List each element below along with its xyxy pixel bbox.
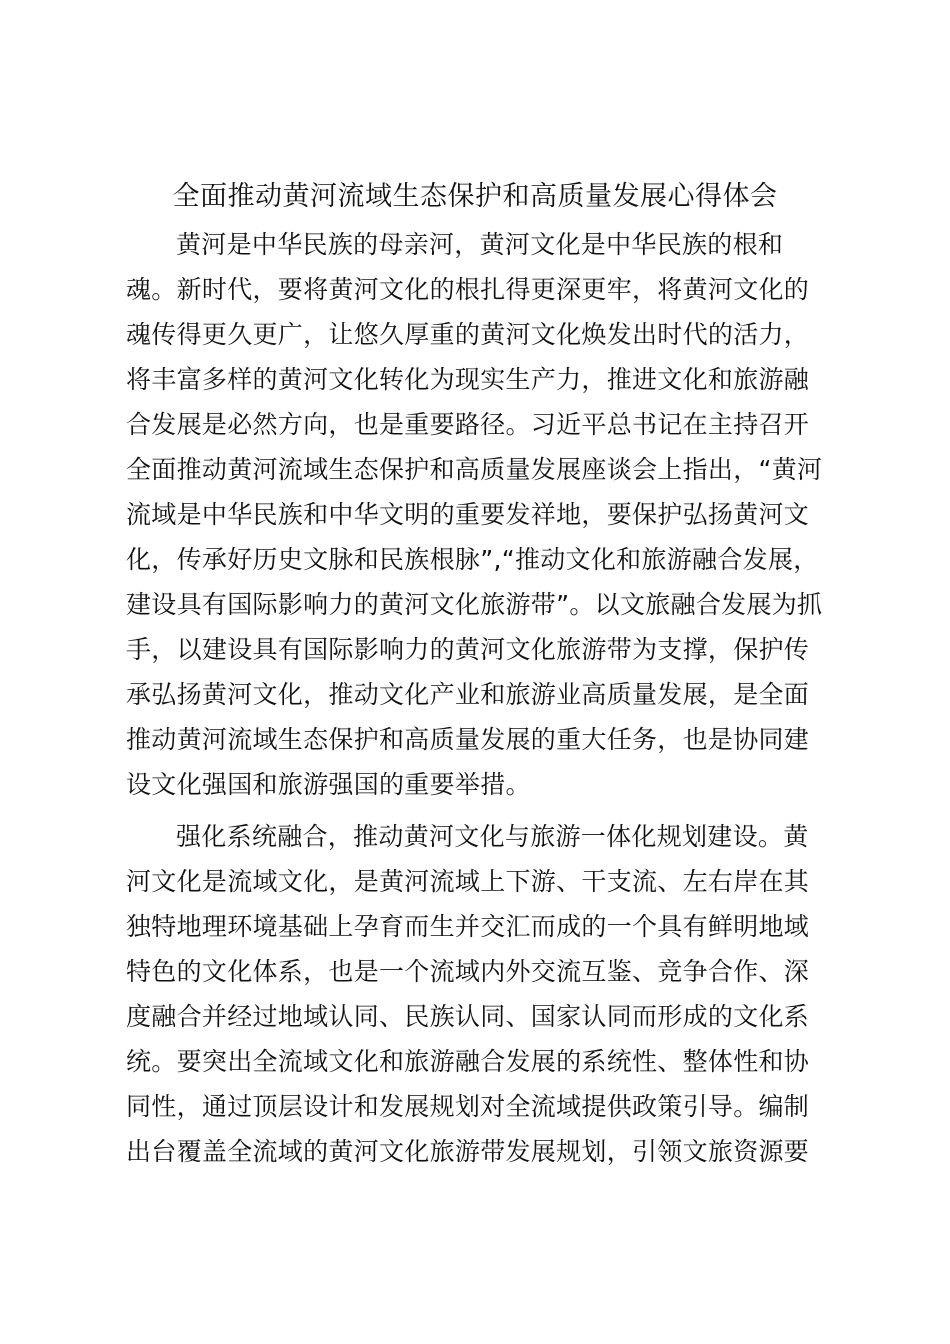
paragraph-line: 将丰富多样的黄河文化转化为现实生产力，推进文化和旅游融: [126, 365, 810, 394]
paragraph-line: 特色的文化体系，也是一个流域内外交流互鉴、竞争合作、深: [126, 957, 810, 986]
paragraph-line: 强化系统融合，推动黄河文化与旅游一体化规划建设。黄: [176, 822, 809, 851]
paragraph-line: 出台覆盖全流域的黄河文化旅游带发展规划，引领文旅资源要: [126, 1137, 810, 1166]
paragraph-line: 化，传承好历史文脉和民族根脉”,“推动文化和旅游融合发展，: [126, 545, 819, 574]
document-title: 全面推动黄河流域生态保护和高质量发展心得体会: [172, 181, 778, 212]
paragraph-line: 承弘扬黄河文化，推动文化产业和旅游业高质量发展，是全面: [126, 680, 810, 709]
paragraph-line: 魂。新时代，要将黄河文化的根扎得更深更牢，将黄河文化的: [126, 275, 810, 304]
paragraph-line: 同性，通过顶层设计和发展规划对全流域提供政策引导。编制: [126, 1092, 810, 1121]
paragraph-line: 设文化强国和旅游强国的重要举措。: [126, 770, 531, 799]
paragraph-line: 黄河是中华民族的母亲河，黄河文化是中华民族的根和: [176, 230, 784, 259]
paragraph-line: 独特地理环境基础上孕育而生并交汇而成的一个具有鲜明地域: [126, 912, 810, 941]
paragraph-line: 建设具有国际影响力的黄河文化旅游带”。以文旅融合发展为抓: [126, 590, 823, 619]
paragraph-2: [126, 814, 826, 1174]
paragraph-line: 统。要突出全流域文化和旅游融合发展的系统性、整体性和协: [126, 1047, 810, 1076]
paragraph-line: 河文化是流域文化，是黄河流域上下游、干支流、左右岸在其: [126, 867, 810, 896]
paragraph-line: 推动黄河流域生态保护和高质量发展的重大任务，也是协同建: [126, 725, 810, 754]
document-body: [126, 222, 826, 1181]
paragraph-line: 手，以建设具有国际影响力的黄河文化旅游带为支撑，保护传: [126, 635, 810, 664]
paragraph-line: 合发展是必然方向，也是重要路径。习近平总书记在主持召开: [126, 410, 810, 439]
paragraph-line: 全面推动黄河流域生态保护和高质量发展座谈会上指出，“黄河: [126, 455, 823, 484]
paragraph-1: [126, 222, 826, 807]
paragraph-line: 流域是中华民族和中华文明的重要发祥地，要保护弘扬黄河文: [126, 500, 810, 529]
paragraph-line: 度融合并经过地域认同、民族认同、国家认同而形成的文化系: [126, 1002, 810, 1031]
paragraph-line: 魂传得更久更广，让悠久厚重的黄河文化焕发出时代的活力，: [126, 320, 810, 349]
